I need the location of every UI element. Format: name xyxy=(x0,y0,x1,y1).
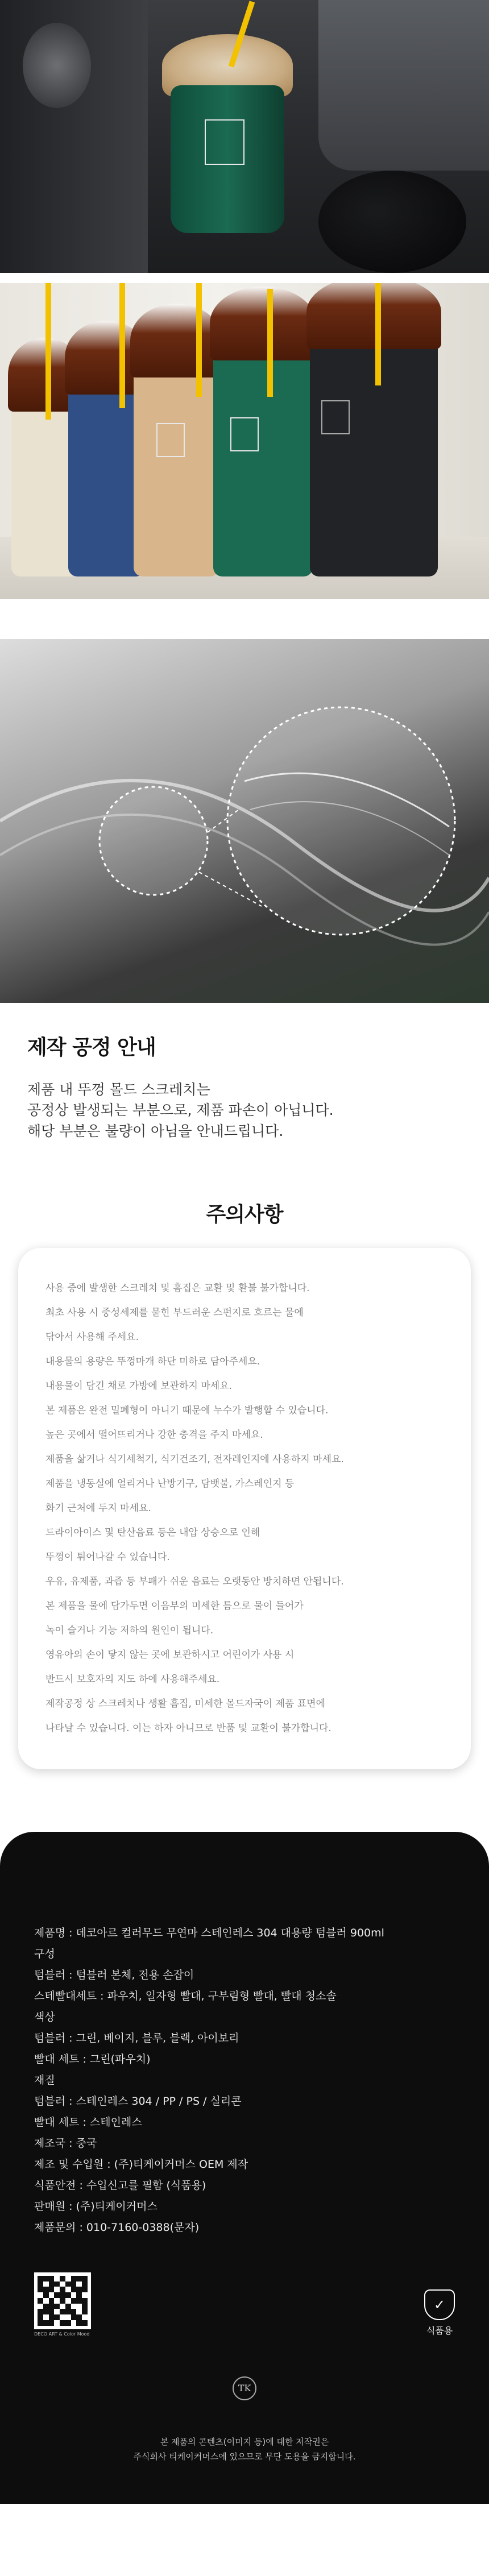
qr-code-icon[interactable] xyxy=(34,2272,91,2329)
gear-knob xyxy=(23,23,91,108)
manufacturing-notice-line: 해당 부분은 불량이 아님을 안내드립니다. xyxy=(27,1122,284,1139)
caution-section xyxy=(0,1176,489,1832)
caution-line: 뚜껑이 튀어나갈 수 있습니다. xyxy=(45,1551,170,1563)
caution-line: 높은 곳에서 떨어뜨리거나 강한 충격을 주지 마세요. xyxy=(45,1429,263,1441)
caution-line: 사용 중에 발생한 스크레치 및 흠집은 교환 및 환불 불가합니다. xyxy=(45,1282,310,1294)
food-grade-label: 식품용 xyxy=(426,2325,453,2336)
info-row: 텀블러 : 그린, 베이지, 블루, 블랙, 아이보리 xyxy=(34,2031,239,2044)
info-row: 구성 xyxy=(34,1947,55,1960)
caution-line: 내용물의 용량은 뚜껑마개 하단 미하로 담아주세요. xyxy=(45,1355,260,1367)
info-row: 제품문의 : 010-7160-0388(문자) xyxy=(34,2221,200,2234)
qr-caption: DECO ART & Color Mood xyxy=(34,2331,90,2337)
yellow-straw xyxy=(119,283,125,408)
empty-cupholder xyxy=(318,171,466,273)
brand-mark xyxy=(34,2376,455,2400)
caution-line: 반드시 보호자의 지도 하에 사용해주세요. xyxy=(45,1673,220,1685)
food-grade-badge xyxy=(424,2289,455,2337)
info-row: 제조 및 수입원 : (주)티케이커머스 OEM 제작 xyxy=(34,2158,248,2171)
caution-line: 영유아의 손이 닿지 않는 곳에 보관하시고 어린이가 사용 시 xyxy=(45,1649,295,1661)
caution-line: 본 제품은 완전 밀폐형이 아니기 때문에 누수가 발행할 수 있습니다. xyxy=(45,1404,329,1416)
caution-title: 주의사항 xyxy=(206,1202,283,1226)
tumbler-lineup-photo xyxy=(0,283,489,599)
caution-box xyxy=(18,1248,471,1769)
product-info-footer xyxy=(0,1832,489,2504)
info-row: 제품명 : 데코아르 컬러무드 무연마 스테인레스 304 대용량 텀블러 900ml xyxy=(34,1926,384,1939)
info-row: 판매원 : (주)티케이커머스 xyxy=(34,2200,158,2213)
tumbler-logo-icon xyxy=(230,417,259,451)
lid-mold-closeup-photo xyxy=(0,639,489,1003)
caution-line: 녹이 슬거나 기능 저하의 원인이 됩니다. xyxy=(45,1624,214,1636)
green-tumbler xyxy=(213,355,313,576)
beige-tumbler xyxy=(134,372,219,576)
black-tumbler xyxy=(310,343,438,576)
copyright-notice xyxy=(34,2434,455,2464)
copyright-line: 본 제품의 콘텐츠(이미지 등)에 대한 저작권은 xyxy=(160,2436,329,2447)
car-seat xyxy=(318,0,489,171)
manufacturing-notice-title: 제작 공정 안내 xyxy=(27,1036,156,1059)
qr-block xyxy=(34,2272,91,2337)
caution-line: 최초 사용 시 중성세제를 묻힌 부드러운 스펀지로 흐르는 물에 xyxy=(45,1306,304,1318)
food-safe-icon: ✓ xyxy=(424,2289,455,2320)
caution-line: 제작공정 상 스크레치나 생활 흠집, 미세한 몰드자국이 제품 표면에 xyxy=(45,1698,326,1710)
caution-line: 우유, 유제품, 과즙 등 부패가 쉬운 음료는 오랫동안 방치하면 안됩니다. xyxy=(45,1575,344,1587)
info-row: 제조국 : 중국 xyxy=(34,2137,97,2150)
caution-line: 제품을 냉동실에 얼리거나 난방기구, 담뱃불, 가스레인지 등 xyxy=(45,1478,295,1490)
scratch-highlight-small xyxy=(100,787,208,895)
caution-line: 나타날 수 있습니다. 이는 하자 아니므로 반품 및 교환이 불가합니다. xyxy=(45,1722,331,1734)
caution-line: 제품을 삶거나 식기세척기, 식기건조기, 전자레인지에 사용하지 마세요. xyxy=(45,1453,344,1465)
tumbler-logo-icon xyxy=(156,423,185,457)
info-row: 스테빨대세트 : 파우치, 일자형 빨대, 구부림형 빨대, 빨대 청소솔 xyxy=(34,1989,337,2002)
manufacturing-notice-line: 제품 내 뚜껑 몰드 스크레치는 xyxy=(27,1081,210,1098)
caution-line: 드라이아이스 및 탄산음료 등은 내압 상승으로 인해 xyxy=(45,1526,260,1538)
info-row: 식품안전 : 수입신고를 필함 (식품용) xyxy=(34,2179,206,2192)
caution-line: 닦아서 사용해 주세요. xyxy=(45,1331,139,1343)
brand-logo-icon: TK xyxy=(233,2376,256,2400)
yellow-straw xyxy=(196,283,202,397)
info-row: 색상 xyxy=(34,2010,55,2023)
caution-line: 내용물이 담긴 채로 가방에 보관하지 마세요. xyxy=(45,1380,233,1392)
car-cupholder-photo xyxy=(0,0,489,273)
yellow-straw xyxy=(45,283,51,420)
info-row: 텀블러 : 스테인레스 304 / PP / PS / 실리콘 xyxy=(34,2094,242,2108)
yellow-straw xyxy=(375,283,381,385)
tumbler-logo-icon xyxy=(205,119,244,165)
info-row: 빨대 세트 : 스테인레스 xyxy=(34,2115,142,2129)
manufacturing-notice xyxy=(0,1003,489,1176)
caution-line: 본 제품을 물에 담가두면 이음부의 미세한 틈으로 물이 들어가 xyxy=(45,1600,304,1612)
mold-scratch-illustration xyxy=(0,639,489,1003)
info-row: 빨대 세트 : 그린(파우치) xyxy=(34,2052,151,2065)
scratch-highlight-large xyxy=(227,707,455,935)
yellow-straw xyxy=(267,289,273,397)
info-row: 재질 xyxy=(34,2073,55,2086)
manufacturing-notice-line: 공정상 발생되는 부분으로, 제품 파손이 아닙니다. xyxy=(27,1102,334,1119)
green-tumbler xyxy=(171,85,284,233)
info-row: 텀블러 : 텀블러 본체, 전용 손잡이 xyxy=(34,1968,194,1981)
tumbler-logo-icon xyxy=(321,400,350,434)
copyright-line: 주식회사 티케이커머스에 있으므로 무단 도용을 금지합니다. xyxy=(133,2451,356,2462)
caution-line: 화기 근처에 두지 마세요. xyxy=(45,1502,151,1514)
